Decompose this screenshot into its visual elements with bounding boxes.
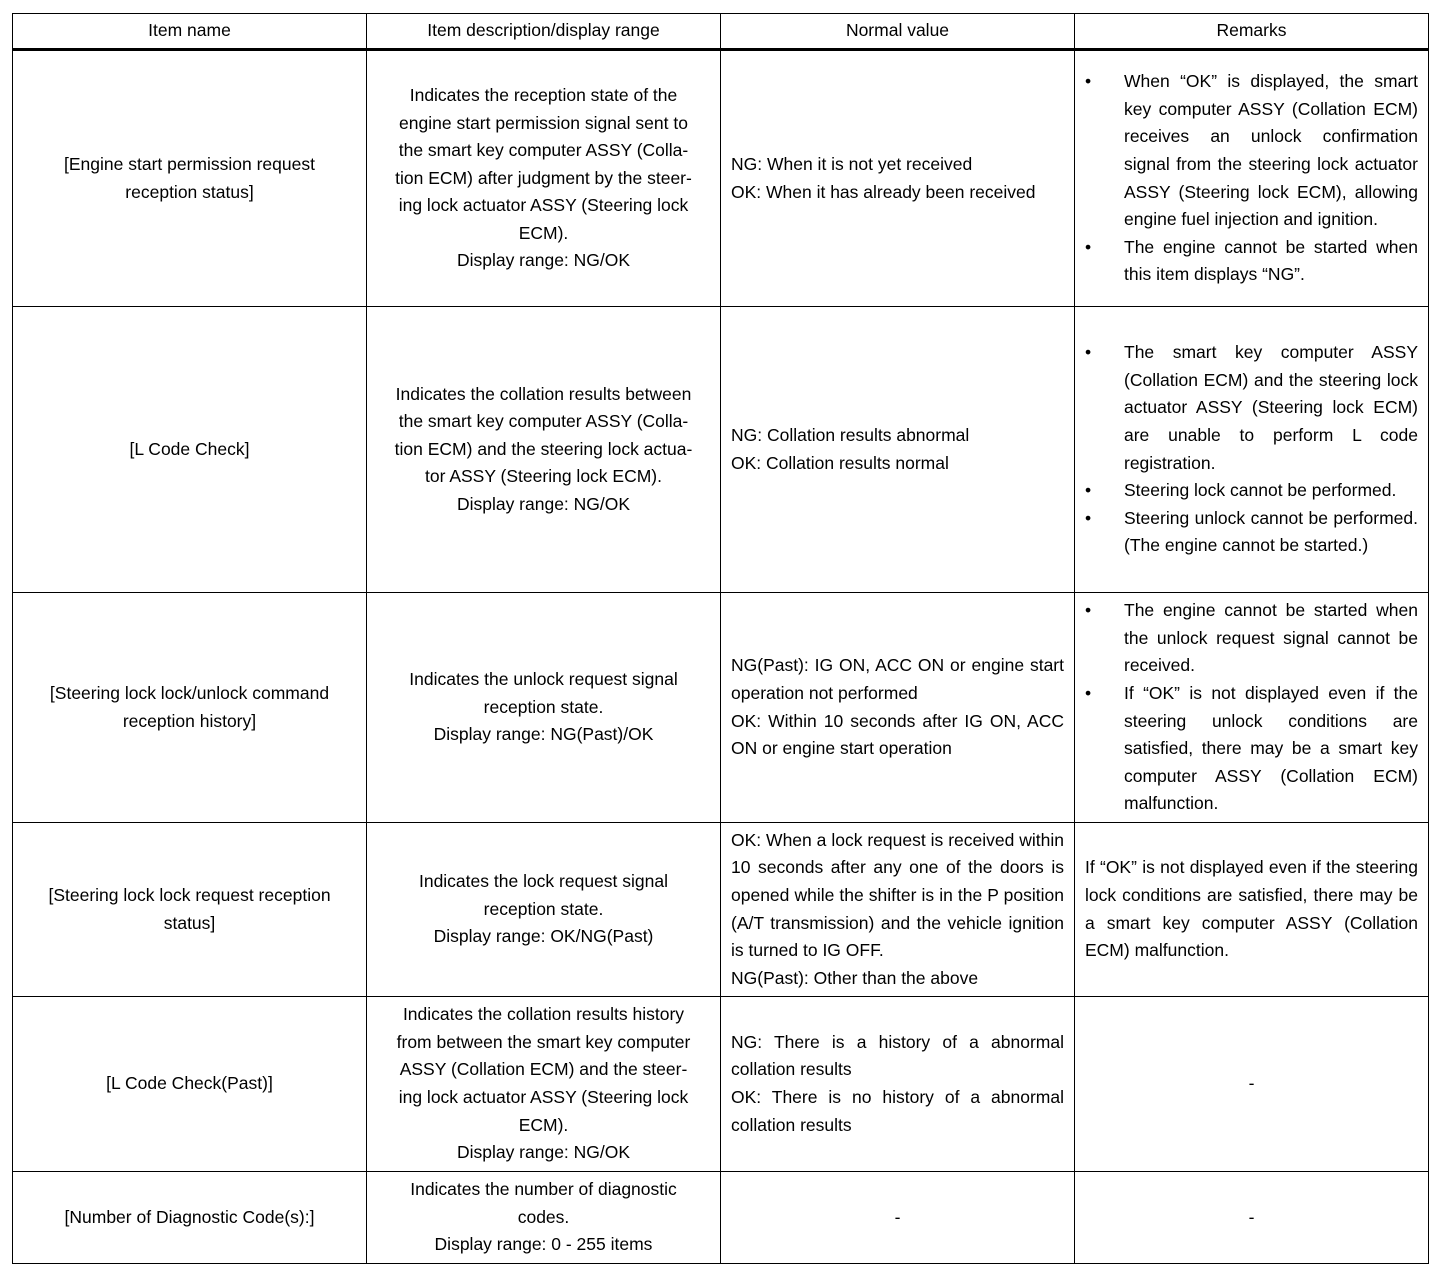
remark-item: • The engine cannot be started when this item displays “NG”. (1085, 234, 1418, 289)
item-description-cell: Indicates the unlock request signal reception state. Display range: NG(Past)/OK (367, 593, 721, 823)
item-description-cell: Indicates the collation results between the smart key computer ASSY (Colla- tion ECM) and the steering lock actua- tor ASSY (Steering lock ECM). Display range: NG/OK (367, 307, 721, 593)
table-row (13, 997, 1429, 1172)
bullet-icon: • (1085, 507, 1092, 528)
normal-value-cell: - (721, 1172, 1075, 1264)
normal-value-cell: NG: Collation results abnormal OK: Collation results normal (721, 307, 1075, 593)
remark-item: • The engine cannot be started when the unlock request signal cannot be received. (1085, 597, 1418, 680)
data-list-table (12, 13, 1429, 1264)
remark-item: • Steering unlock cannot be performed. (The engine cannot be started.) (1085, 505, 1418, 560)
item-name-cell: [L Code Check(Past)] (13, 997, 367, 1172)
table-row (13, 1172, 1429, 1264)
remarks-cell: - (1075, 1172, 1429, 1264)
table-row (13, 50, 1429, 307)
remarks-cell (1075, 593, 1429, 823)
remarks-cell: - (1075, 997, 1429, 1172)
remarks-list (1085, 597, 1418, 818)
table-header-row (13, 14, 1429, 50)
bullet-icon: • (1085, 342, 1092, 363)
item-description-cell: Indicates the number of diagnostic codes. Display range: 0 - 255 items (367, 1172, 721, 1264)
table-row (13, 823, 1429, 997)
item-name-cell: [Steering lock lock/unlock command reception history] (13, 593, 367, 823)
item-description-cell: Indicates the reception state of the engine start permission signal sent to the smart key computer ASSY (Colla- tion ECM) after judgment by the steer- ing lock actuator ASSY (Steering lock ECM). Display range: NG/OK (367, 50, 721, 307)
normal-value-cell: NG: There is a history of a abnormal collation results OK: There is no history of a abnormal collation results (721, 997, 1075, 1172)
item-name-cell: [Steering lock lock request reception status] (13, 823, 367, 997)
bullet-icon: • (1085, 682, 1092, 703)
bullet-icon: • (1085, 600, 1092, 621)
normal-value-cell: NG(Past): IG ON, ACC ON or engine start operation not performed OK: Within 10 seconds after IG ON, ACC ON or engine start operation (721, 593, 1075, 823)
remarks-cell (1075, 50, 1429, 307)
remarks-list (1085, 68, 1418, 289)
bullet-icon: • (1085, 236, 1092, 257)
remarks-list (1085, 339, 1418, 560)
table-row (13, 307, 1429, 593)
item-description-cell: Indicates the collation results history from between the smart key computer ASSY (Collation ECM) and the steer- ing lock actuator ASSY (Steering lock ECM). Display range: NG/OK (367, 997, 721, 1172)
normal-value-cell: OK: When a lock request is received within 10 seconds after any one of the doors is opened while the shifter is in the P position (A/T transmission) and the vehicle ignition is turned to IG OFF. NG(Past): Other than the above (721, 823, 1075, 997)
item-description-cell: Indicates the lock request signal reception state. Display range: OK/NG(Past) (367, 823, 721, 997)
item-name-cell: [Number of Diagnostic Code(s):] (13, 1172, 367, 1264)
bullet-icon: • (1085, 71, 1092, 92)
remark-item: • Steering lock cannot be performed. (1085, 477, 1418, 505)
remark-item: • When “OK” is displayed, the smart key computer ASSY (Collation ECM) receives an unlock confirmation signal from the steering lock actuator ASSY (Steering lock ECM), allowing engine fuel injection and ignition. (1085, 68, 1418, 234)
normal-value-cell: NG: When it is not yet received OK: When it has already been received (721, 50, 1075, 307)
remarks-cell (1075, 307, 1429, 593)
remark-item: • If “OK” is not displayed even if the steering unlock conditions are satisfied, there may be a smart key computer ASSY (Collation ECM) malfunction. (1085, 680, 1418, 818)
table-row (13, 593, 1429, 823)
item-name-cell: [L Code Check] (13, 307, 367, 593)
header-remarks: Remarks (1075, 14, 1429, 50)
remark-item: • The smart key computer ASSY (Collation ECM) and the steering lock actuator ASSY (Steering lock ECM) are unable to perform L code registration. (1085, 339, 1418, 477)
header-item-name: Item name (13, 14, 367, 50)
bullet-icon: • (1085, 480, 1092, 501)
header-item-description: Item description/display range (367, 14, 721, 50)
item-name-cell: [Engine start permission request reception status] (13, 50, 367, 307)
remarks-cell: If “OK” is not displayed even if the steering lock conditions are satisfied, there may be a smart key computer ASSY (Collation ECM) malfunction. (1075, 823, 1429, 997)
header-normal-value: Normal value (721, 14, 1075, 50)
